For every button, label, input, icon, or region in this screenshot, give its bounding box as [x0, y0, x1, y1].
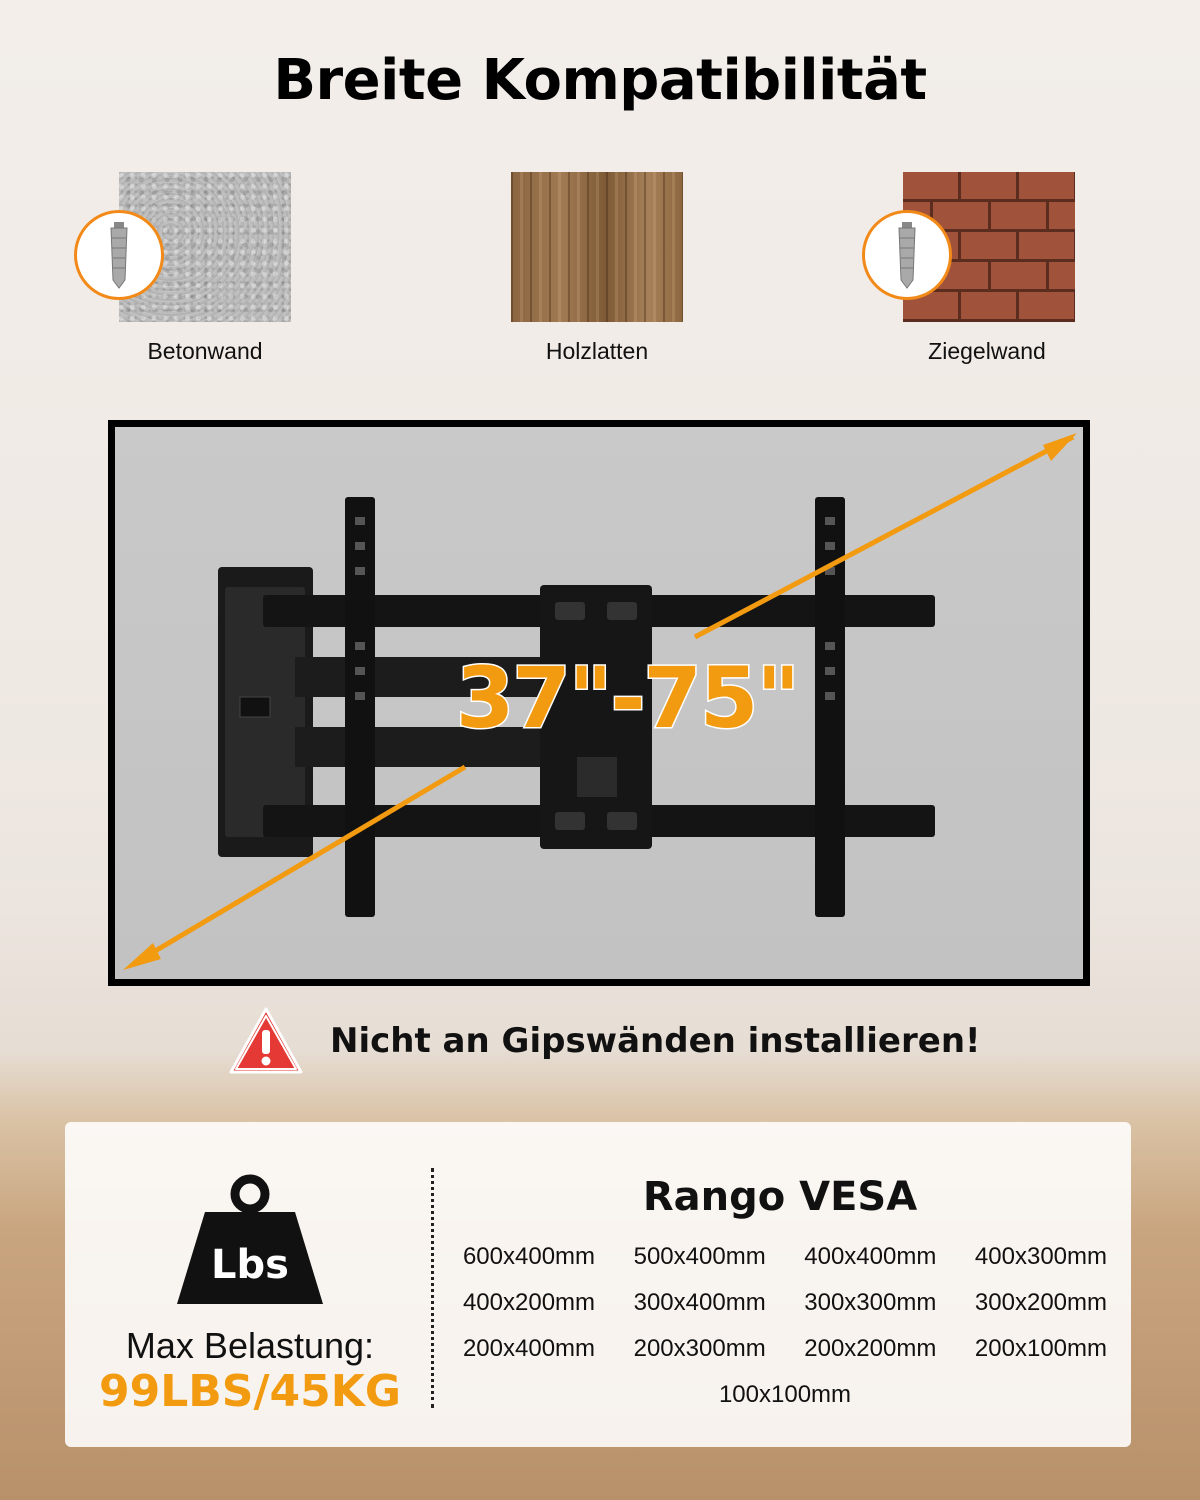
vesa-title: Rango VESA [642, 1174, 918, 1220]
vesa-size: 600x400mm [462, 1243, 596, 1270]
wall-anchor-icon [862, 210, 952, 300]
vesa-size: 400x200mm [462, 1289, 596, 1316]
warning-triangle-icon [228, 1006, 304, 1076]
max-load-value: 99LBS/45KG [98, 1366, 401, 1417]
vesa-size: 200x100mm [974, 1335, 1107, 1362]
vesa-row [445, 1234, 1125, 1280]
vesa-size: 300x400mm [633, 1289, 766, 1316]
divider [431, 1168, 434, 1408]
wall-label-concrete: Betonwand [147, 338, 263, 364]
vesa-size: 200x300mm [633, 1335, 766, 1362]
vesa-size: 500x400mm [633, 1243, 766, 1270]
vesa-size: 400x400mm [804, 1243, 937, 1270]
vesa-size: 300x300mm [804, 1289, 937, 1316]
weight-icon-label: Lbs [211, 1242, 289, 1288]
page-title: Breite Kompatibilität [273, 48, 927, 113]
vesa-row [445, 1326, 1125, 1372]
wood-wall-sample [511, 172, 683, 322]
vesa-row [445, 1372, 1125, 1418]
vesa-row [445, 1280, 1125, 1326]
vesa-size: 200x200mm [804, 1335, 937, 1362]
tv-screen [115, 427, 1083, 979]
vesa-grid [445, 1234, 1125, 1418]
weight-icon [175, 1174, 325, 1306]
warning-banner [228, 1004, 981, 1078]
specs-panel [65, 1122, 1131, 1447]
wall-label-wood: Holzlatten [545, 338, 649, 364]
vesa-size: 100x100mm [718, 1381, 852, 1408]
wall-anchor-icon [74, 210, 164, 300]
vesa-size: 300x200mm [974, 1289, 1107, 1316]
tv-size-range: 37"-75" [455, 649, 799, 747]
tv-frame [108, 420, 1090, 986]
wall-label-brick: Ziegelwand [928, 338, 1046, 364]
max-load-label: Max Belastung: [125, 1325, 375, 1366]
vesa-size: 400x300mm [974, 1243, 1107, 1270]
warning-text: Nicht an Gipswänden installieren! [330, 1021, 981, 1061]
vesa-size: 200x400mm [462, 1335, 596, 1362]
